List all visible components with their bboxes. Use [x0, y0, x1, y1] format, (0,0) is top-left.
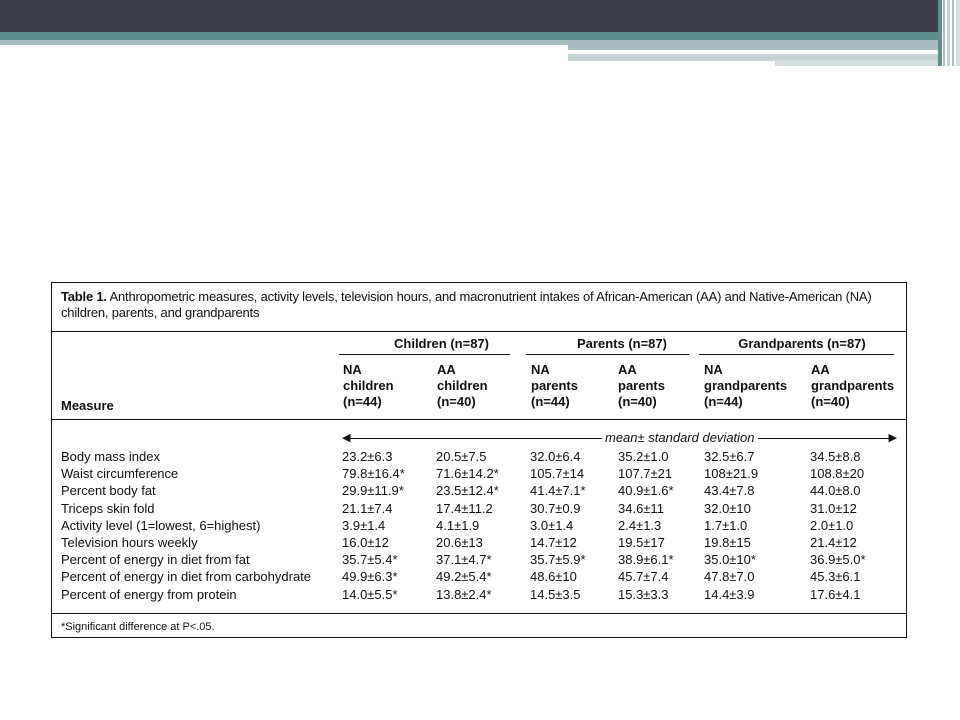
table-cell: 3.9±1.4 — [342, 517, 386, 533]
table-cell: 17.6±4.1 — [810, 586, 861, 602]
table-cell: 41.4±7.1* — [530, 483, 586, 499]
group-header-children: Children (n=87) — [394, 336, 489, 351]
table-cell: 108±21.9 — [704, 466, 759, 482]
table-cell: 16.0±12 — [342, 535, 389, 550]
table-cell: 14.4±3.9 — [704, 586, 755, 602]
table-row — [52, 483, 906, 500]
table-cell: 23.5±12.4* — [436, 483, 499, 499]
table-cell: 45.7±7.4 — [618, 569, 669, 585]
table-cell: 3.0±1.4 — [530, 517, 574, 533]
slide-accent-stripe — [0, 32, 938, 40]
slide-accent-stripe-lowest — [775, 60, 938, 66]
slide-top-bar — [0, 0, 938, 32]
table-cell: 45.3±6.1 — [810, 569, 861, 585]
subheader-na-children: NA children (n=44) — [343, 362, 394, 409]
subheader-na-parents: NA parents (n=44) — [531, 362, 578, 409]
subheader-aa-children: AA children (n=40) — [437, 362, 488, 409]
table-cell: 21.1±7.4 — [342, 500, 393, 516]
table-cell: 49.9±6.3* — [342, 569, 398, 585]
table-cell: 13.8±2.4* — [436, 586, 492, 602]
table-cell: 1.7±1.0 — [704, 517, 748, 533]
table-cell: 21.4±12 — [810, 535, 857, 550]
table-cell: 35.0±10* — [704, 552, 756, 568]
table-cell: 4.1±1.9 — [436, 517, 480, 533]
table-cell: 49.2±5.4* — [436, 569, 492, 585]
table-cell: 17.4±11.2 — [436, 500, 493, 516]
table-cell: 47.8±7.0 — [704, 569, 755, 585]
table-cell: 43.4±7.8 — [704, 483, 755, 499]
table-cell: 2.4±1.3 — [618, 517, 662, 533]
table-cell: 14.7±12 — [530, 535, 577, 550]
table-rule-top — [52, 331, 906, 332]
table-row — [52, 535, 906, 552]
table-cell: 14.5±3.5 — [530, 586, 581, 602]
row-measure-label: Television hours weekly — [61, 535, 198, 550]
row-measure-label: Percent of energy in diet from fat — [61, 552, 250, 568]
group-rule-children — [339, 354, 510, 355]
row-measure-label: Percent of energy from protein — [61, 586, 237, 602]
table-cell: 14.0±5.5* — [342, 586, 398, 602]
table-cell: 31.0±12 — [810, 500, 857, 516]
table-cell: 71.6±14.2* — [436, 466, 499, 482]
table-row — [52, 552, 906, 569]
table-cell: 38.9±6.1* — [618, 552, 674, 568]
table-cell: 32.0±10 — [704, 500, 751, 516]
table-cell: 20.6±13 — [436, 535, 483, 550]
table-row — [52, 569, 906, 586]
slide-accent-gap — [568, 50, 888, 53]
table-row — [52, 466, 906, 483]
table-cell: 19.8±15 — [704, 535, 751, 550]
table-row — [52, 501, 906, 518]
table-row — [52, 587, 906, 604]
table-cell: 107.7±21 — [618, 466, 673, 482]
table-cell: 36.9±5.0* — [810, 552, 866, 568]
table-cell: 20.5±7.5 — [436, 449, 487, 464]
table-cell: 108.8±20 — [810, 466, 865, 482]
table-cell: 40.9±1.6* — [618, 483, 674, 499]
subheader-na-grandparents: NA grandparents (n=44) — [704, 362, 788, 409]
table-cell: 44.0±8.0 — [810, 483, 861, 499]
mean-sd-indicator — [342, 431, 897, 445]
table-row — [52, 518, 906, 535]
table-row — [52, 449, 906, 466]
table-caption — [61, 289, 891, 321]
table-cell: 34.5±8.8 — [810, 449, 861, 464]
group-header-grandparents: Grandparents (n=87) — [738, 336, 866, 351]
table-cell: 23.2±6.3 — [342, 449, 393, 464]
subheader-aa-grandparents: AA grandparents (n=40) — [811, 362, 895, 409]
table-caption-number: Table 1. — [61, 289, 107, 304]
arrow-left-icon: ◀ — [342, 432, 351, 444]
slide-corner-stripes — [938, 0, 960, 66]
mean-sd-label: mean± standard deviation — [602, 431, 758, 445]
table-cell: 30.7±0.9 — [530, 500, 581, 516]
subheader-aa-parents: AA parents (n=40) — [618, 362, 665, 409]
table-cell: 35.7±5.4* — [342, 552, 398, 568]
group-rule-parents — [526, 354, 689, 355]
arrow-right-icon: ▶ — [888, 432, 897, 444]
group-rule-grandparents — [699, 354, 894, 355]
row-measure-label: Activity level (1=lowest, 6=highest) — [61, 517, 261, 533]
table-rule-header — [52, 419, 906, 420]
table-cell: 15.3±3.3 — [618, 586, 669, 602]
table-cell: 34.6±11 — [618, 500, 664, 516]
table-rule-bottom — [52, 613, 906, 614]
table-cell: 32.5±6.7 — [704, 449, 755, 464]
row-measure-label: Percent of energy in diet from carbohydrate — [61, 569, 312, 585]
row-measure-label: Waist circumference — [61, 466, 179, 482]
row-measure-label: Triceps skin fold — [61, 500, 155, 516]
table-cell: 29.9±11.9* — [342, 483, 404, 499]
table-footnote: *Significant difference at P<.05. — [61, 621, 215, 633]
row-measure-label: Body mass index — [61, 449, 160, 464]
table-cell: 105.7±14 — [530, 466, 585, 482]
table-cell: 35.7±5.9* — [530, 552, 586, 568]
table-cell: 79.8±16.4* — [342, 466, 405, 482]
group-header-parents: Parents (n=87) — [577, 336, 667, 351]
table-cell: 37.1±4.7* — [436, 552, 492, 568]
measure-column-header: Measure — [61, 398, 114, 413]
table-cell: 2.0±1.0 — [810, 517, 854, 533]
table-caption-text: Anthropometric measures, activity levels, television hours, and macronutrient intakes of African-American (AA) and Native-American (NA) children, parents, and grandparents — [61, 289, 872, 320]
table-cell: 48.6±10 — [530, 569, 577, 585]
table-frame — [51, 282, 907, 638]
table-cell: 35.2±1.0 — [618, 449, 669, 464]
table-cell: 32.0±6.4 — [530, 449, 581, 464]
row-measure-label: Percent body fat — [61, 483, 156, 499]
table-cell: 19.5±17 — [618, 535, 665, 550]
